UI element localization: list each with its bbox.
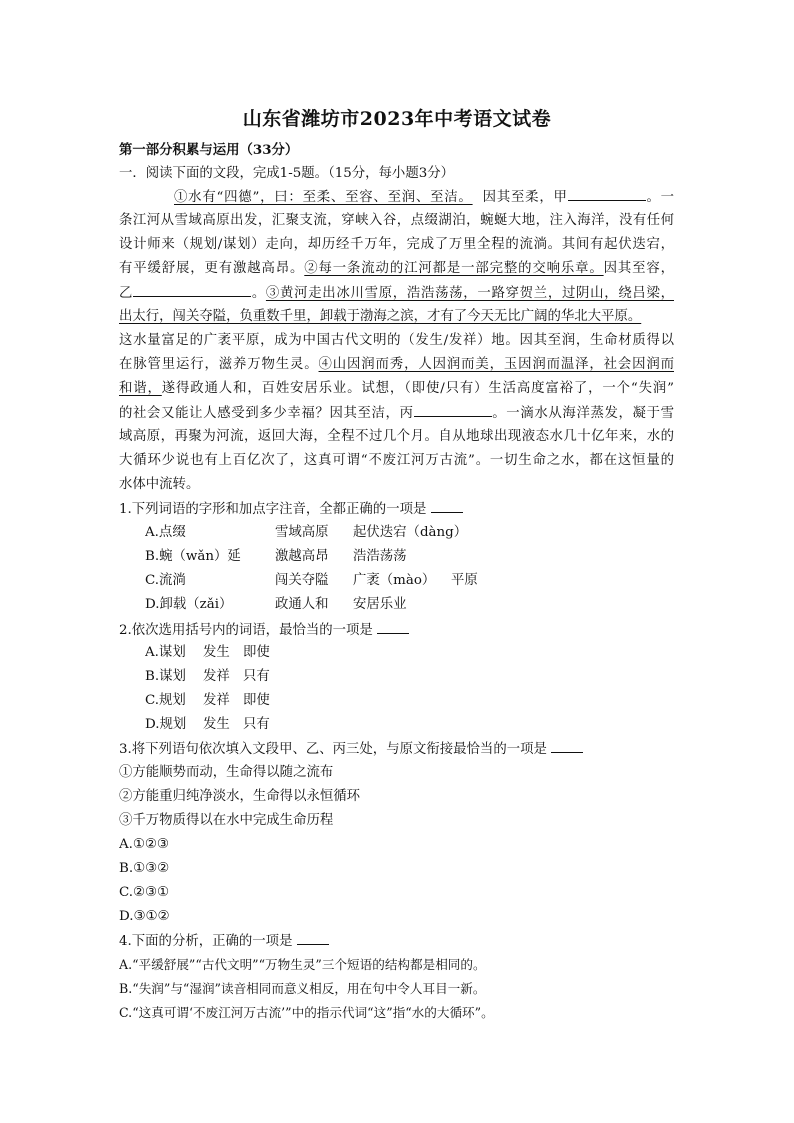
q2-option-a: A.谋划 发生 即使 bbox=[145, 645, 270, 660]
reading-instruction: 一．阅读下面的文段，完成1-5题。（15分，每小题3分） bbox=[119, 166, 455, 181]
blank-yi bbox=[133, 283, 251, 297]
q1-option-c: C.流淌 闯关夺隘 广袤（mào） 平原 bbox=[145, 573, 478, 588]
q3-option-b: B.①③② bbox=[119, 861, 170, 876]
q3-item-3: ③千万物质得以在水中完成生命历程 bbox=[119, 813, 334, 828]
page-title: 山东省潍坊市2023年中考语文试卷 bbox=[242, 108, 552, 130]
q2-option-b: B.谋划 发祥 只有 bbox=[145, 669, 270, 684]
question-3-stem: 3.将下列语句依次填入文段甲、乙、丙三处，与原文衔接最恰当的一项是 bbox=[119, 739, 679, 760]
q4-option-a: A.“平缓舒展”“古代文明”“万物生灵”三个短语的结构都是相同的。 bbox=[119, 957, 486, 972]
underlined-sentence-3: ③黄河走出冰川雪原，浩浩荡荡，一路穿贺兰，过阴山，绕吕梁， bbox=[265, 286, 674, 301]
q3-item-1: ①方能顺势而动，生命得以随之流布 bbox=[119, 765, 334, 780]
q3-option-d: D.③①② bbox=[119, 909, 170, 924]
passage-line-8: 在脉管里运行，滋养万物生灵。④山因润而秀，人因润而美，玉因润而温泽，社会因润而 bbox=[119, 357, 674, 372]
passage-line-12: 大循环少说也有上百亿次了，这真可谓“不废江河万古流”。一切生命之水，都在这恒量的 bbox=[119, 453, 674, 468]
q4-option-b: B.“失润”与“湿润”读音相同而意义相反，用在句中令人耳目一新。 bbox=[119, 981, 486, 996]
underlined-sentence-4: ④山因润而秀，人因润而美，玉因润而温泽，社会因润而 bbox=[318, 357, 674, 372]
passage-line-7: 这水量富足的广袤平原，成为中国古代文明的（发生/发祥）地。因其至润，生命材质得以 bbox=[119, 333, 674, 348]
q1-option-b: B.蜿（wǎn）延 激越高昂 浩浩荡荡 bbox=[145, 549, 407, 564]
answer-blank bbox=[551, 739, 583, 753]
question-4-stem: 4.下面的分析，正确的一项是 bbox=[119, 931, 679, 952]
section-heading: 第一部分积累与运用（33分） bbox=[119, 142, 299, 158]
passage-line-3: 设计师来（规划/谋划）走向，却历经千万年，完成了万里全程的流淌。其间有起伏迭宕， bbox=[119, 237, 674, 252]
passage-line-4: 有平缓舒展，更有激越高昂。②每一条流动的江河都是一部完整的交响乐章。因其至容， bbox=[119, 261, 674, 276]
q1-option-a: A.点缀 雪域高原 起伏迭宕（dàng） bbox=[145, 525, 468, 540]
passage-line-5: 乙 。③黄河走出冰川雪原，浩浩荡荡，一路穿贺兰，过阴山，绕吕梁， bbox=[119, 283, 674, 304]
blank-jia bbox=[568, 187, 646, 201]
blank-bing bbox=[414, 403, 492, 417]
answer-blank bbox=[431, 499, 463, 513]
question-1-stem: 1.下列词语的字形和加点字注音，全都正确的一项是 bbox=[119, 499, 679, 520]
passage-line-13: 水体中流转。 bbox=[119, 477, 200, 492]
underlined-sentence-1: ①水有“四德”，曰：至柔、至容、至润、至洁。 bbox=[174, 190, 473, 205]
answer-blank bbox=[297, 931, 329, 945]
passage-line-11: 域高原，再聚为河流，返回大海，全程不过几个月。自从地球出现液态水几十亿年来，水的 bbox=[119, 429, 674, 444]
underlined-sentence-2: ②每一条流动的江河都是一部完整的交响乐章。 bbox=[304, 261, 604, 276]
passage-line-10: 的社会又能让人感受到多少幸福？因其至洁，丙 。一滴水从海洋蒸发，凝于雪 bbox=[119, 403, 674, 424]
q1-option-d: D.卸载（zǎi） 政通人和 安居乐业 bbox=[145, 597, 407, 612]
passage-line-6: 出太行，闯关夺隘，负重数千里，卸载于渤海之滨，才有了今天无比广阔的华北大平原。 bbox=[119, 309, 642, 324]
q3-option-a: A.①②③ bbox=[119, 837, 169, 852]
q4-option-c: C.“这真可谓‘不废江河万古流’”中的指示代词“这”指“水的大循环”。 bbox=[119, 1005, 494, 1020]
passage-line-1: ①水有“四德”，曰：至柔、至容、至润、至洁。 因其至柔，甲 。一 bbox=[174, 187, 674, 208]
question-2-stem: 2.依次选用括号内的词语，最恰当的一项是 bbox=[119, 620, 679, 641]
q2-option-c: C.规划 发祥 即使 bbox=[145, 693, 270, 708]
q3-option-c: C.②③① bbox=[119, 885, 170, 900]
q2-option-d: D.规划 发生 只有 bbox=[145, 717, 270, 732]
answer-blank bbox=[377, 620, 409, 634]
passage-line-9: 和谐，遂得政通人和，百姓安居乐业。试想，（即使/只有）生活高度富裕了，一个“失润” bbox=[119, 381, 674, 396]
passage-line-2: 条江河从雪域高原出发，汇聚支流，穿峡入谷，点缀湖泊，蜿蜒大地，注入海洋，没有任何 bbox=[119, 213, 674, 228]
q3-item-2: ②方能重归纯净淡水，生命得以永恒循环 bbox=[119, 789, 361, 804]
